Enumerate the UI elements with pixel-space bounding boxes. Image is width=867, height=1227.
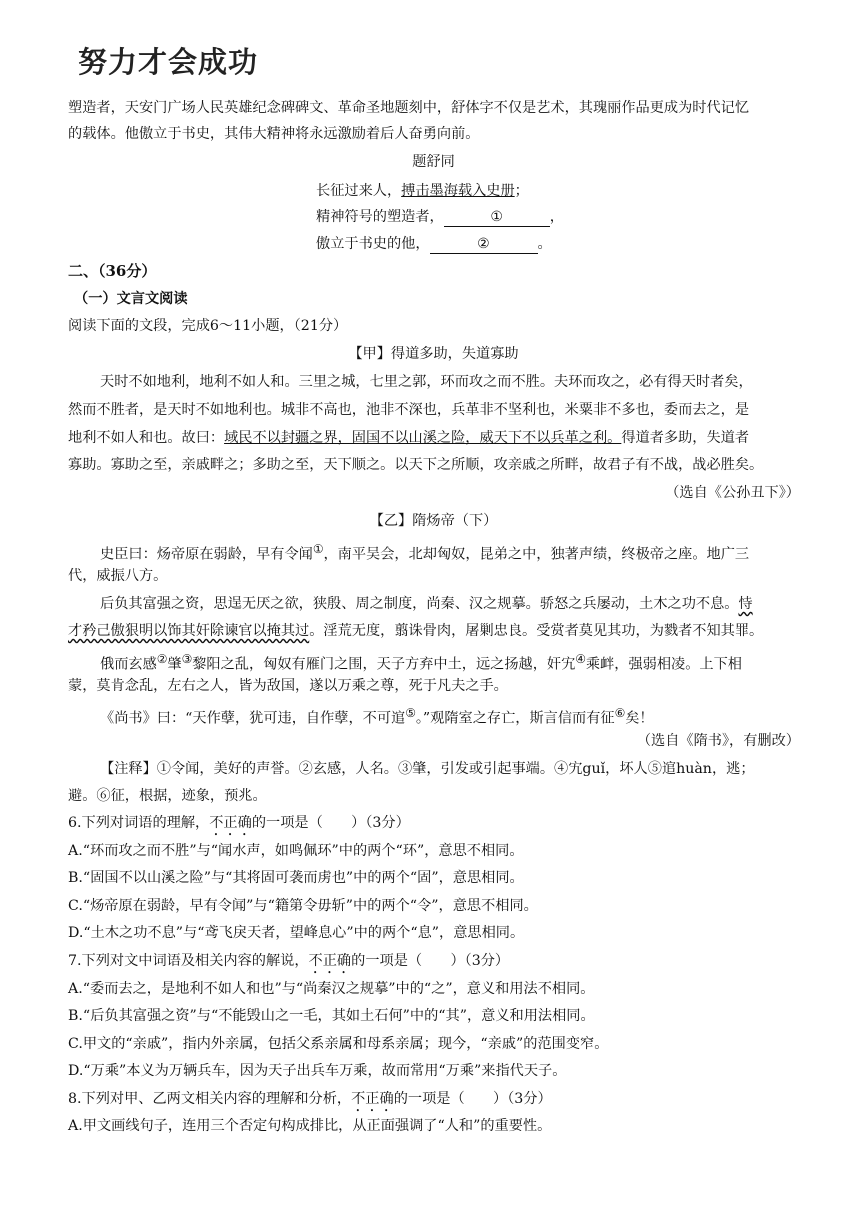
poem-underlined: 搏击墨海载入史册	[401, 183, 515, 199]
instruction: 阅读下面的文段，完成6～11小题，（21分）	[68, 318, 348, 334]
emphasis-dots: 不正确	[308, 953, 352, 969]
passage-yi-title: 【乙】隋炀帝（下）	[369, 513, 498, 529]
wavy-underlined: 才矜己傲狠明以饰其奸除谏官以掩其过	[68, 623, 310, 639]
annotation: 【注释】①令闻，美好的声誉。②玄感，人名。③肇，引发或引起事端。④宄guǐ，坏人⑤逭huàn，逃；	[100, 761, 755, 777]
passage-jia-text: 天时不如地利，地利不如人和。三里之城，七里之郭，环而攻之而不胜。夫环而攻之，必有得天时者矣，	[100, 374, 753, 390]
passage-yi-text: 后负其富强之资，思逞无厌之欲，狭殷、周之制度，尚秦、汉之规摹。骄怒之兵屡动，土木之功不息。恃	[100, 596, 753, 612]
question-stem: 8.下列对甲、乙两文相关内容的理解和分析，不正确的一项是（ ）（3分）	[68, 1091, 552, 1107]
section-heading: 二、（36分）	[68, 262, 157, 280]
footnote-marker: ④	[575, 652, 586, 666]
question-option: B.“后负其富强之资”与“不能毁山之一毛，其如土石何”中的“其”，意义和用法相同。	[68, 1008, 595, 1024]
passage-jia-text: 地利不如人和也。故曰：域民不以封疆之界，固国不以山溪之险，威天下不以兵革之利。得道者多助，失道者	[68, 430, 750, 446]
passage-yi-source: （选自《隋书》，有删改）	[636, 733, 800, 749]
question-option: A.甲文画线句子，连用三个否定句构成排比，从正面强调了“人和”的重要性。	[68, 1118, 552, 1134]
footnote-marker: ⑤	[405, 706, 416, 720]
passage-yi-text: 俄而玄感②肇③黎阳之乱，匈奴有雁门之围，天子方弃中土，远之扬越，奸宄④乘衅，强弱相凌。上下相	[100, 652, 742, 673]
footnote-marker: ①	[312, 542, 324, 556]
footnote-marker: ⑥	[614, 706, 626, 720]
poem-title: 题舒同	[412, 154, 455, 170]
passage-yi-text: 史臣曰：炀帝原在弱龄，早有令闻①，南平吴会，北却匈奴，昆弟之中，独著声绩，终极帝之座。地广三	[100, 542, 750, 563]
poem-line: 傲立于书史的他， ② 。	[316, 236, 552, 252]
blank-2: ②	[430, 235, 538, 254]
question-option: D.“土木之功不息”与“鸢飞戾天者，望峰息心”中的两个“息”，意思相同。	[68, 925, 525, 941]
passage-yi-text: 《尚书》曰：“天作孽，犹可违，自作孽，不可逭⑤。”观隋室之存亡，斯言信而有征⑥矣！	[100, 706, 654, 727]
passage-jia-text: 然而不胜者，是天时不如地利也。城非不高也，池非不深也，兵革非不坚利也，米粟非不多也，委而去之，是	[68, 402, 750, 418]
blank-1: ①	[444, 208, 550, 227]
footnote-marker: ②	[156, 652, 168, 666]
passage-yi-text: 才矜己傲狠明以饰其奸除谏官以掩其过。淫荒无度，翦诛骨肉，屠剿忠良。受赏者莫见其功，为戮者不知其罪。	[68, 623, 764, 639]
emphasis-dots: 不正确	[351, 1091, 394, 1107]
emphasis-dots: 不正确	[209, 815, 252, 831]
question-stem: 7.下列对文中词语及相关内容的解说，不正确的一项是（ ）（3分）	[68, 953, 510, 969]
wavy-underlined: 恃	[738, 596, 753, 612]
brand-title: 努力才会成功	[78, 45, 259, 79]
question-option: A.“环而攻之而不胜”与“闻水声，如鸣佩环”中的两个“环”，意思不相同。	[68, 843, 524, 859]
footnote-marker: ③	[181, 652, 193, 666]
question-option: D.“万乘”本义为万辆兵车，因为天子出兵车万乘，故而常用“万乘”来指代天子。	[68, 1063, 567, 1079]
question-stem: 6.下列对词语的理解，不正确的一项是（ ）（3分）	[68, 815, 410, 831]
underlined-sentence: 域民不以封疆之界，固国不以山溪之险，威天下不以兵革之利。	[224, 430, 622, 446]
poem-line: 精神符号的塑造者， ① ，	[316, 209, 564, 225]
passage-jia-title: 【甲】得道多助，失道寡助	[348, 346, 519, 362]
intro-line: 塑造者，天安门广场人民英雄纪念碑碑文、革命圣地题刻中，舒体字不仅是艺术，其瑰丽作品更成为时代记忆	[68, 100, 750, 116]
subsection-heading: （一）文言文阅读	[74, 291, 188, 307]
question-option: C.“炀帝原在弱龄，早有令闻”与“籍第令毋斩”中的两个“令”，意思不相同。	[68, 898, 538, 914]
question-option: C.甲文的“亲戚”，指内外亲属，包括父系亲属和母系亲属；现今，“亲戚”的范围变窄。	[68, 1036, 609, 1052]
passage-yi-text: 蒙，莫肯念乱，左右之人，皆为敌国，遂以万乘之尊，死于凡夫之手。	[68, 678, 508, 694]
passage-jia-text: 寡助。寡助之至，亲戚畔之；多助之至，天下顺之。以天下之所顺，攻亲戚之所畔，故君子有不战，战必胜矣。	[68, 457, 764, 473]
passage-jia-source: （选自《公孙丑下》）	[665, 485, 800, 501]
passage-yi-text: 代，威振八方。	[68, 568, 168, 584]
question-option: A.“委而去之，是地利不如人和也”与“尚秦汉之规摹”中的“之”，意义和用法不相同。	[68, 981, 595, 997]
intro-line: 的载体。他傲立于书史，其伟大精神将永远激励着后人奋勇向前。	[68, 126, 480, 142]
poem-line: 长征过来人，搏击墨海载入史册；	[316, 183, 529, 199]
annotation: 避。⑥征，根据，迹象，预兆。	[68, 788, 267, 804]
question-option: B.“固国不以山溪之险”与“其将固可袭而虏也”中的两个“固”，意思相同。	[68, 870, 524, 886]
